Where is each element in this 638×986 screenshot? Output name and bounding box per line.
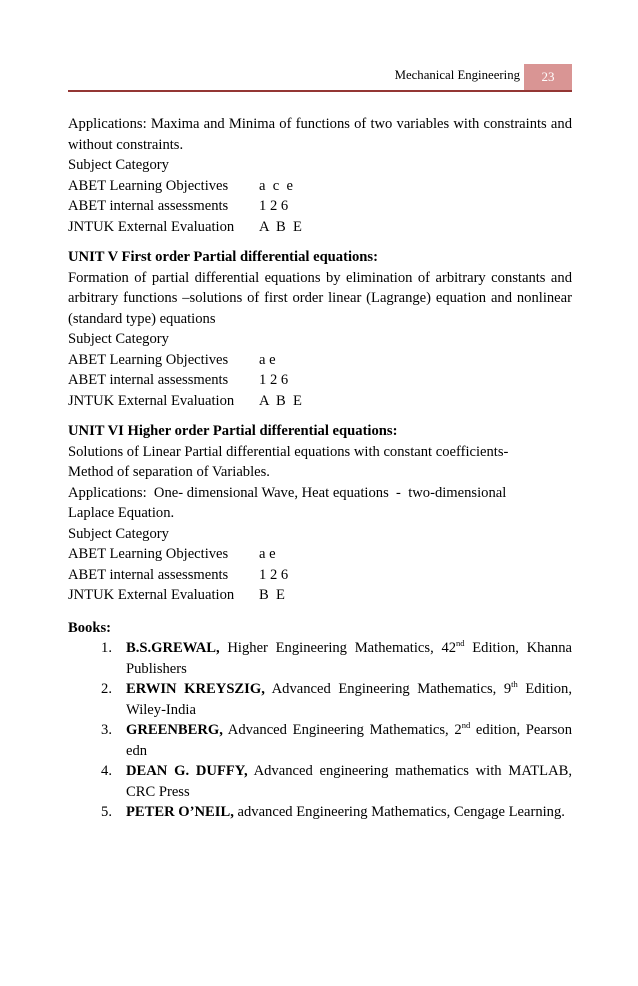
book-title: advanced Engineering Mathematics, Cengage Learning. <box>233 804 565 820</box>
book-entry <box>126 720 572 761</box>
book-ordinal: nd <box>461 720 471 730</box>
abet-assessments-value: 1 2 6 <box>259 372 289 388</box>
book-title: Advanced engineering mathematics with MATLAB, CRC Press <box>126 763 572 800</box>
abet-objectives-label: ABET Learning Objectives <box>68 546 229 562</box>
unit6-applications-line2: Laplace Equation. <box>68 505 175 521</box>
page-number-badge: 23 <box>524 64 572 90</box>
book-entry <box>126 679 572 720</box>
book-item <box>68 761 572 802</box>
book-number: 3. <box>101 722 112 738</box>
unit6-body-line2: Method of separation of Variables. <box>68 464 270 480</box>
book-ordinal: nd <box>456 638 465 648</box>
book-author: DEAN G. DUFFY, <box>126 763 248 779</box>
abet-assessments-value: 1 2 6 <box>259 566 289 583</box>
unit5-abet-objectives <box>68 350 572 371</box>
unit5-body: Formation of partial differential equations by elimination of arbitrary constants and arbitrary functions –solutions of first order linear (Lagrange) equation and nonlinear (standard type) equations <box>68 269 572 327</box>
abet-assessments-label: ABET internal assessments <box>68 566 229 583</box>
unit6-jntuk-evaluation <box>68 585 572 606</box>
book-publisher: Edition, Khanna Publishers <box>126 640 572 677</box>
header-title: Mechanical Engineering <box>394 68 520 82</box>
header-rule <box>68 90 572 92</box>
book-entry <box>126 802 572 823</box>
jntuk-evaluation-label: JNTUK External Evaluation <box>68 218 235 235</box>
book-ordinal: th <box>511 679 518 689</box>
page-content <box>68 114 572 823</box>
abet-assessments-label: ABET internal assessments <box>68 198 229 214</box>
books-heading: Books: <box>68 619 111 636</box>
books-list <box>68 638 572 823</box>
book-number: 5. <box>101 804 112 820</box>
unit4-jntuk-evaluation <box>68 217 572 238</box>
abet-objectives-value: a e <box>259 546 276 562</box>
unit5-abet-assessments <box>68 370 572 391</box>
book-title: Higher Engineering Mathematics, 42 <box>219 640 457 656</box>
book-item <box>68 720 572 761</box>
book-title: Advanced Engineering Mathematics, 2 <box>222 722 462 738</box>
unit4-applications: Applications: Maxima and Minima of functions of two variables with constraints and without constraints. <box>68 116 572 153</box>
book-item <box>68 679 572 720</box>
abet-objectives-label: ABET Learning Objectives <box>68 351 229 368</box>
unit6-body-line1: Solutions of Linear Partial differential equations with constant coefficients- <box>68 443 509 460</box>
book-number: 1. <box>101 640 112 656</box>
book-number: 2. <box>101 681 112 697</box>
unit6-applications-line1: Applications: One- dimensional Wave, Heat equations - two-dimensional <box>68 484 507 501</box>
abet-objectives-value: a e <box>259 351 276 368</box>
book-publisher: Edition, Wiley-India <box>126 681 572 718</box>
book-number: 4. <box>101 763 112 779</box>
jntuk-evaluation-value: A B E <box>259 218 302 235</box>
book-item <box>68 638 572 679</box>
book-publisher: edition, Pearson edn <box>126 722 573 759</box>
jntuk-evaluation-value: A B E <box>259 392 302 409</box>
unit6-subject-category: Subject Category <box>68 525 169 542</box>
book-entry <box>126 638 572 679</box>
jntuk-evaluation-value: B E <box>259 587 285 603</box>
unit6-abet-assessments <box>68 565 572 586</box>
jntuk-evaluation-label: JNTUK External Evaluation <box>68 587 235 603</box>
book-entry <box>126 761 572 802</box>
book-author: ERWIN KREYSZIG, <box>126 681 265 697</box>
book-title: Advanced Engineering Mathematics, 9 <box>264 681 512 697</box>
unit5-subject-category: Subject Category <box>68 331 169 347</box>
abet-objectives-value: a c e <box>259 177 294 194</box>
unit4-abet-assessments <box>68 196 572 217</box>
unit4-abet-objectives <box>68 176 572 197</box>
jntuk-evaluation-label: JNTUK External Evaluation <box>68 392 235 409</box>
unit5-jntuk-evaluation <box>68 391 572 412</box>
page-header <box>68 64 572 94</box>
book-item <box>68 802 572 823</box>
book-author: B.S.GREWAL, <box>126 640 220 656</box>
abet-assessments-value: 1 2 6 <box>259 198 289 214</box>
abet-objectives-label: ABET Learning Objectives <box>68 177 229 194</box>
abet-assessments-label: ABET internal assessments <box>68 372 229 388</box>
unit6-abet-objectives <box>68 544 572 565</box>
book-author: PETER O’NEIL, <box>126 804 234 820</box>
unit5-heading: UNIT V First order Partial differential equations: <box>68 249 378 265</box>
unit4-subject-category: Subject Category <box>68 157 169 173</box>
unit6-heading: UNIT VI Higher order Partial differential equations: <box>68 423 398 439</box>
book-author: GREENBERG, <box>126 722 223 738</box>
